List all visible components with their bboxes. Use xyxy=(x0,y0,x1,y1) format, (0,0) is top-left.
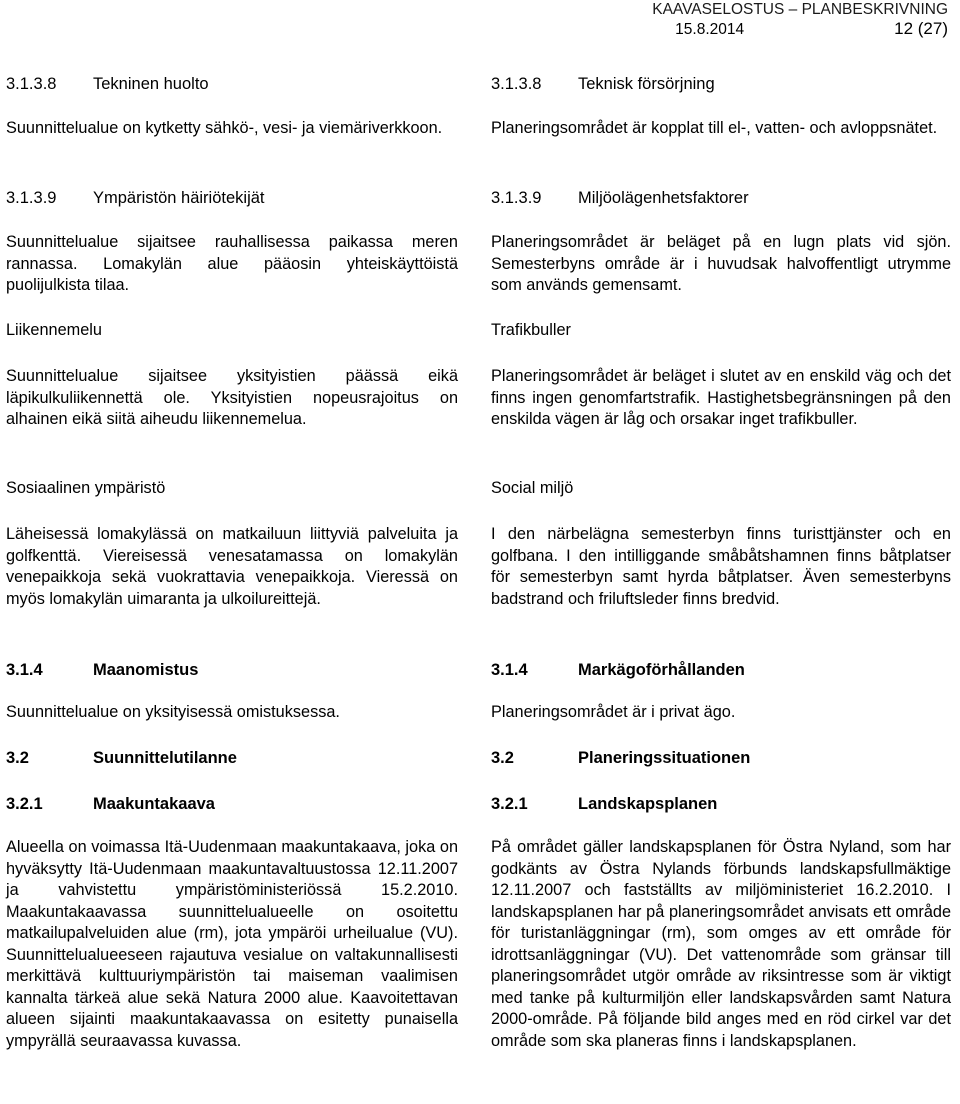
section-title: Landskapsplanen xyxy=(578,795,718,813)
paragraph: Planeringsområdet är beläget på en lugn plats vid sjön. Semesterbyns område är i huvudsak halvoffentligt utrymme som används gemensamt. xyxy=(491,233,951,294)
section-number: 3.1.4 xyxy=(6,661,43,679)
section-number: 3.1.3.9 xyxy=(6,189,57,207)
section-title: Miljöolägenhetsfaktorer xyxy=(578,189,749,207)
section-heading xyxy=(491,72,951,96)
paragraph: På området gäller landskapsplanen för Östra Nyland, som har godkänts av Östra Nylands förbunds landskapsfullmäktige 12.11.2007 och fastställts av miljöministeriet 16.2.2010. I landskapsplanen har på planeringsområdet anvisats ett område för turistanläggningar (rm), som omges av ett område för idrottsanläggningar (VU). Det vattenområde som gränsar till planeringsområdet utgör område av riksintresse som är viktigt med tanke på kulturmiljön eller landskapsvården samt Natura 2000-område. På följande bild anges med en röd cirkel var det område som ska planeras finns i landskapsplanen. xyxy=(491,838,951,1050)
paragraph: Planeringsområdet är beläget i slutet av en enskild väg och det finns ingen genomfartstrafik. Hastighetsbegränsningen på den enskilda vägen är låg och orsakar inget trafikbuller. xyxy=(491,367,951,428)
paragraph: I den närbelägna semesterbyn finns turisttjänster och en golfbana. I den intilliggande småbåtshamnen finns båtplatser för semesterbyn samt hyrda båtplatser. Även semesterbyns badstrand och friluftsleder finns bredvid. xyxy=(491,525,951,608)
paragraph: Suunnittelualue on yksityisessä omistuksessa. xyxy=(6,703,340,721)
section-title: Teknisk försörjning xyxy=(578,75,715,93)
section-heading xyxy=(6,792,458,816)
document-title: KAAVASELOSTUS – PLANBESKRIVNING xyxy=(652,1,948,18)
section-heading xyxy=(6,658,458,682)
section-number: 3.1.3.8 xyxy=(491,75,542,93)
section-title: Maakuntakaava xyxy=(93,795,215,813)
section-title: Suunnittelutilanne xyxy=(93,749,237,767)
paragraph: Planeringsområdet är i privat ägo. xyxy=(491,703,736,721)
paragraph: Läheisessä lomakylässä on matkailuun liittyviä palveluita ja golfkenttä. Viereisessä venesatamassa on lomakylän venepaikkoja sekä vuokrattavia venepaikkoja. Vieressä on myös lomakylän uimaranta ja ulkoilureittejä. xyxy=(6,525,458,608)
document-date: 15.8.2014 xyxy=(675,21,745,38)
section-heading xyxy=(6,186,458,210)
section-number: 3.2.1 xyxy=(491,795,528,813)
section-heading xyxy=(491,186,951,210)
section-heading xyxy=(6,746,458,770)
section-number: 3.1.3.8 xyxy=(6,75,57,93)
section-number: 3.1.4 xyxy=(491,661,528,679)
section-heading xyxy=(491,746,951,770)
paragraph: Suunnittelualue sijaitsee yksityistien päässä eikä läpikulkuliikennettä ole. Yksityistien nopeusrajoitus on alhainen eikä siitä aiheudu liikennemelua. xyxy=(6,367,458,428)
section-heading xyxy=(491,658,951,682)
section-number: 3.2.1 xyxy=(6,795,43,813)
paragraph: Suunnittelualue on kytketty sähkö-, vesi- ja viemäriverkkoon. xyxy=(6,119,443,137)
section-title: Tekninen huolto xyxy=(93,75,209,93)
paragraph: Suunnittelualue sijaitsee rauhallisessa paikassa meren rannassa. Lomakylän alue pääosin yhteiskäyttöistä puolijulkista tilaa. xyxy=(6,233,458,294)
section-number: 3.1.3.9 xyxy=(491,189,542,207)
section-heading xyxy=(491,792,951,816)
subheading: Sosiaalinen ympäristö xyxy=(6,479,166,497)
section-title: Markägoförhållanden xyxy=(578,661,745,679)
section-number: 3.2 xyxy=(6,749,29,767)
subheading: Trafikbuller xyxy=(491,321,571,339)
section-title: Planeringssituationen xyxy=(578,749,751,767)
page-number: 12 (27) xyxy=(894,19,948,38)
section-title: Ympäristön häiriötekijät xyxy=(93,189,265,207)
section-title: Maanomistus xyxy=(93,661,199,679)
section-heading xyxy=(6,72,458,96)
paragraph: Planeringsområdet är kopplat till el-, vatten- och avloppsnätet. xyxy=(491,119,938,137)
subheading: Liikennemelu xyxy=(6,321,102,339)
subheading: Social miljö xyxy=(491,479,574,497)
section-number: 3.2 xyxy=(491,749,514,767)
page-header xyxy=(248,0,948,39)
paragraph: Alueella on voimassa Itä-Uudenmaan maakuntakaava, joka on hyväksytty Itä-Uudenmaan maakuntavaltuustossa 12.11.2007 ja vahvistettu ympäristöministeriössä 15.2.2010. Maakuntakaavassa suunnittelualueelle on osoitettu matkailupalveluiden alue (rm), jota ympäröi urheilualue (VU). Suunnittelualueeseen rajautuva vesialue on valtakunnallisesti merkittävä kulttuuriympäristön tai maiseman vaalimisen kannalta tärkeä alue sekä Natura 2000 alue. Kaavoitettavan alueen sijainti maakuntakaavassa on esitetty punaisella ympyrällä seuraavassa kuvassa. xyxy=(6,838,458,1050)
